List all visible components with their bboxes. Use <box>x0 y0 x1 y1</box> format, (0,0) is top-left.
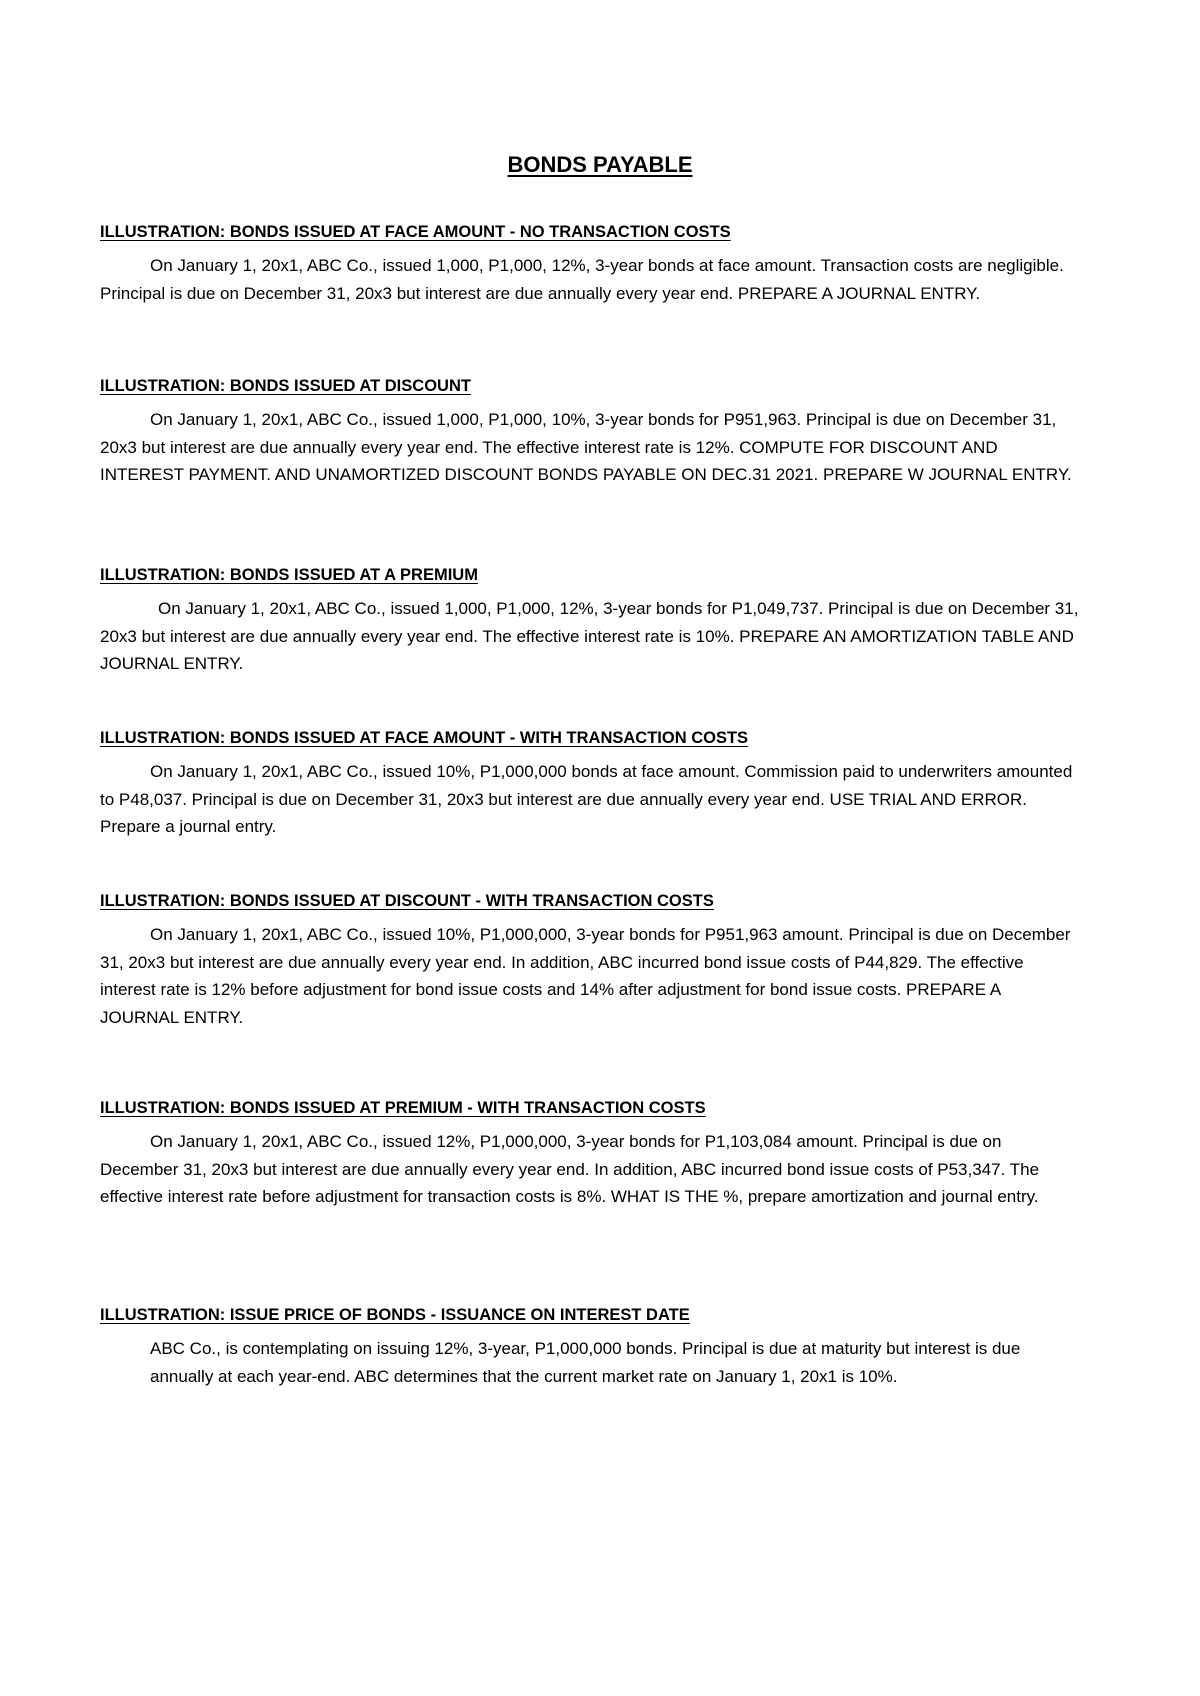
section-body: On January 1, 20x1, ABC Co., issued 1,000, P1,000, 12%, 3-year bonds for P1,049,737. Principal is due on December 31, 20x3 but interest are due annually every year end. The effective interest rate is 10%. PREPARE AN AMORTIZATION TABLE AND JOURNAL ENTRY. <box>100 599 1079 673</box>
section-heading: ILLUSTRATION: BONDS ISSUED AT DISCOUNT <box>100 377 471 395</box>
section-heading: ILLUSTRATION: BONDS ISSUED AT PREMIUM - WITH TRANSACTION COSTS <box>100 1099 706 1117</box>
section-heading: ILLUSTRATION: ISSUE PRICE OF BONDS - ISSUANCE ON INTEREST DATE <box>100 1306 690 1324</box>
illustration-section <box>100 222 1080 307</box>
section-body: ABC Co., is contemplating on issuing 12%, 3-year, P1,000,000 bonds. Principal is due at maturity but interest is due annually at each year-end. ABC determines that the current market rate on January 1, 20x1 is 10%. <box>150 1339 1021 1386</box>
illustration-section <box>100 728 1080 841</box>
section-body: On January 1, 20x1, ABC Co., issued 12%, P1,000,000, 3-year bonds for P1,103,084 amount. Principal is due on December 31, 20x3 but interest are due annually every year end. In addition, ABC incurred bond issue costs of P53,347. The effective interest rate before adjustment for transaction costs is 8%. WHAT IS THE %, prepare amortization and journal entry. <box>100 1132 1040 1206</box>
section-heading: ILLUSTRATION: BONDS ISSUED AT DISCOUNT - WITH TRANSACTION COSTS <box>100 892 714 910</box>
section-heading: ILLUSTRATION: BONDS ISSUED AT FACE AMOUNT - NO TRANSACTION COSTS <box>100 223 731 241</box>
illustration-section <box>100 565 1080 678</box>
section-heading: ILLUSTRATION: BONDS ISSUED AT FACE AMOUNT - WITH TRANSACTION COSTS <box>100 729 749 747</box>
section-body: On January 1, 20x1, ABC Co., issued 10%, P1,000,000 bonds at face amount. Commission paid to underwriters amounted to P48,037. Principal is due on December 31, 20x3 but interest are due annually every year end. USE TRIAL AND ERROR. Prepare a journal entry. <box>100 762 1073 836</box>
illustration-section <box>100 1305 1080 1390</box>
illustration-section <box>100 891 1080 1031</box>
section-body: On January 1, 20x1, ABC Co., issued 1,000, P1,000, 12%, 3-year bonds at face amount. Transaction costs are negligible. Principal is due on December 31, 20x3 but interest are due annually every year end. PREPARE A JOURNAL ENTRY. <box>100 256 1064 303</box>
section-body: On January 1, 20x1, ABC Co., issued 1,000, P1,000, 10%, 3-year bonds for P951,963. Principal is due on December 31, 20x3 but interest are due annually every year end. The effective interest rate is 12%. COMPUTE FOR DISCOUNT AND INTEREST PAYMENT. AND UNAMORTIZED DISCOUNT BONDS PAYABLE ON DEC.31 2021. PREPARE W JOURNAL ENTRY. <box>100 410 1072 484</box>
section-heading: ILLUSTRATION: BONDS ISSUED AT A PREMIUM <box>100 566 478 584</box>
illustration-section <box>100 1098 1080 1211</box>
page-title: BONDS PAYABLE <box>507 152 693 177</box>
illustration-section <box>100 376 1080 489</box>
section-body: On January 1, 20x1, ABC Co., issued 10%, P1,000,000, 3-year bonds for P951,963 amount. Principal is due on December 31, 20x3 but interest are due annually every year end. In addition, ABC incurred bond issue costs of P44,829. The effective interest rate is 12% before adjustment for bond issue costs and 14% after adjustment for bond issue costs. PREPARE A JOURNAL ENTRY. <box>100 925 1071 1027</box>
